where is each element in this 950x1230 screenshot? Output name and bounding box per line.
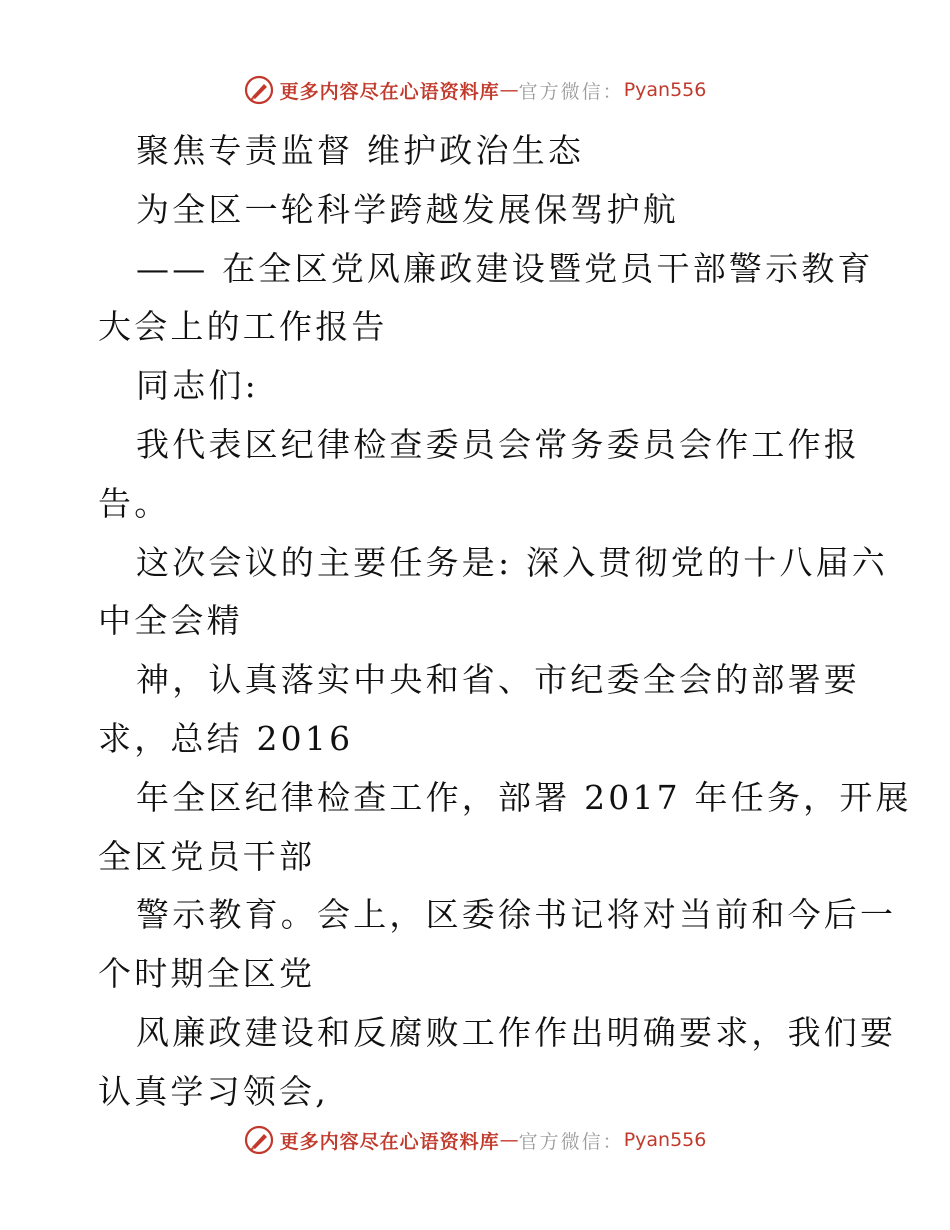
pen-logo-icon: [244, 75, 274, 105]
watermark-brand: 更多内容尽在心语资料库: [279, 1130, 500, 1153]
text-line: 个时期全区党: [98, 954, 316, 994]
pen-logo-icon: [244, 1125, 274, 1155]
text-line: 认真学习领会,: [98, 1071, 329, 1111]
text-line: 神，认真落实中央和省、市纪委全会的部署要: [136, 660, 860, 700]
text-line: 警示教育。会上，区委徐书记将对当前和今后一: [136, 895, 897, 935]
text-line: 大会上的工作报告: [98, 307, 388, 347]
watermark-id: Pyan556: [623, 1129, 707, 1151]
watermark-id: Pyan556: [623, 79, 707, 101]
text-line: 风廉政建设和反腐败工作作出明确要求，我们要: [136, 1012, 897, 1052]
text-line: —— 在全区党风廉政建设暨党员干部警示教育: [136, 248, 874, 288]
text-line: 同志们:: [136, 366, 259, 406]
text-line: 中全会精: [98, 601, 243, 641]
watermark-label: 官方微信：: [518, 80, 624, 103]
text-line: 年全区纪律检查工作，部署 2017 年任务，开展: [136, 777, 912, 817]
watermark-brand: 更多内容尽在心语资料库: [279, 80, 500, 103]
document-body: [98, 122, 912, 1122]
text-line: 我代表区纪律检查委员会常务委员会作工作报: [136, 424, 860, 464]
text-line: 聚焦专责监督 维护政治生态: [136, 131, 585, 170]
text-line: 告。: [98, 483, 171, 523]
watermark-dash: —: [499, 79, 519, 101]
text-line: 求，总结 2016: [98, 718, 354, 758]
text-line: 为全区一轮科学跨越发展保驾护航: [136, 189, 679, 229]
text-line: 全区党员干部: [98, 836, 316, 876]
text-line: 这次会议的主要任务是: 深入贯彻党的十八届六: [136, 542, 889, 582]
header-watermark: [0, 72, 950, 108]
watermark-label: 官方微信：: [518, 1130, 624, 1153]
watermark-dash: —: [499, 1129, 519, 1151]
footer-watermark: [0, 1122, 950, 1158]
